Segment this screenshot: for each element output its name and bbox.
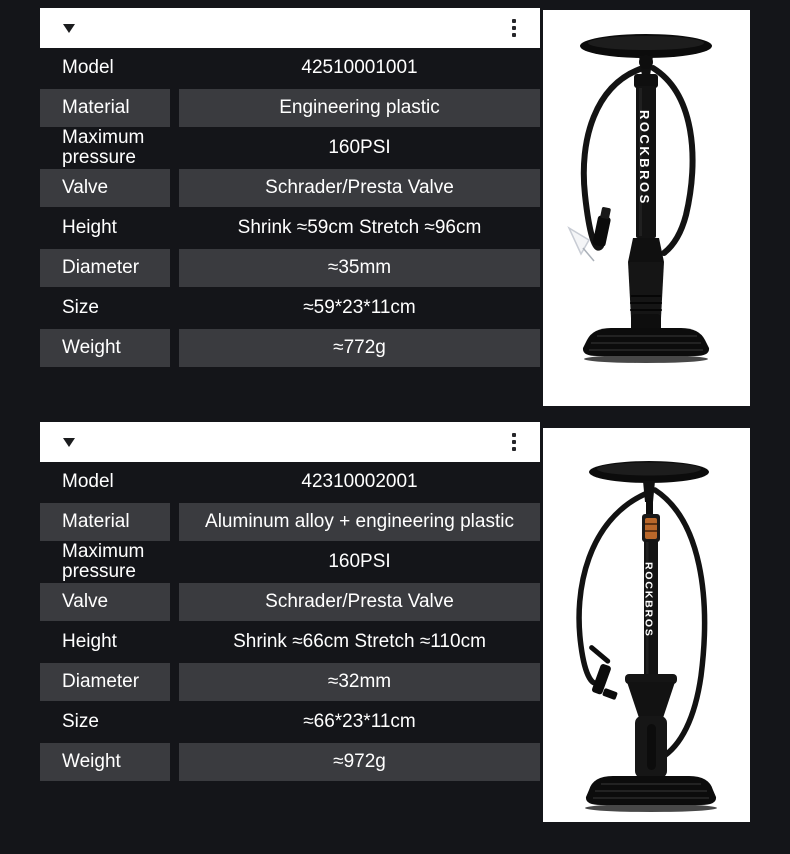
row-value: Schrader/Presta Valve [179, 168, 540, 208]
row-valve [40, 168, 540, 208]
row-label: Size [62, 711, 99, 732]
collapse-arrow-icon[interactable] [63, 24, 75, 33]
pump-base [583, 328, 709, 363]
row-model [40, 462, 540, 502]
more-options-icon[interactable] [512, 433, 516, 451]
row-max-pressure [40, 128, 540, 168]
row-diameter [40, 662, 540, 702]
row-value: ≈32mm [179, 662, 540, 702]
row-material [40, 88, 540, 128]
row-value: Schrader/Presta Valve [179, 582, 540, 622]
spec-header [40, 8, 540, 48]
pump-lower-body [625, 674, 677, 778]
row-label: Height [62, 631, 117, 652]
row-label: Weight [40, 328, 170, 368]
row-label: Valve [40, 168, 170, 208]
pump-lower-body [628, 238, 664, 336]
product-image-panel-1 [543, 10, 750, 406]
row-valve [40, 582, 540, 622]
pump-handle [589, 461, 709, 516]
row-value: Engineering plastic [179, 88, 540, 128]
row-material [40, 502, 540, 542]
row-value: Shrink ≈66cm Stretch ≈110cm [233, 631, 486, 652]
row-label: Diameter [40, 248, 170, 288]
row-label: Material [40, 502, 170, 542]
pump-hose [584, 68, 643, 248]
valve-chuck [588, 644, 618, 700]
brand-text: ROCKBROS [642, 562, 655, 638]
row-label: Material [40, 88, 170, 128]
pump-base [585, 776, 717, 812]
row-value: 42510001001 [301, 57, 418, 78]
row-label: Valve [40, 582, 170, 622]
spec-table [40, 48, 540, 368]
spec-table [40, 462, 540, 782]
brand-text: ROCKBROS [637, 110, 652, 206]
row-value: ≈59*23*11cm [303, 297, 416, 318]
row-label: Maximum pressure [62, 541, 145, 582]
row-value: Shrink ≈59cm Stretch ≈96cm [237, 217, 482, 238]
pump-hose [579, 494, 645, 683]
row-weight [40, 742, 540, 782]
row-value: 160PSI [328, 551, 391, 572]
row-diameter [40, 248, 540, 288]
row-height [40, 622, 540, 662]
floor-pump-illustration-1 [543, 10, 750, 406]
product-image-panel-2 [543, 428, 750, 822]
row-value: 42310002001 [301, 471, 418, 492]
row-label: Size [62, 297, 99, 318]
row-value: ≈35mm [179, 248, 540, 288]
row-weight [40, 328, 540, 368]
spec-header [40, 422, 540, 462]
row-label: Maximum pressure [62, 127, 145, 168]
collapse-arrow-icon[interactable] [63, 438, 75, 447]
valve-chuck [592, 206, 613, 247]
row-label: Diameter [40, 662, 170, 702]
row-label: Model [62, 57, 114, 78]
spec-section-2 [40, 422, 540, 782]
row-label: Height [62, 217, 117, 238]
spec-section-1 [40, 8, 540, 368]
more-options-icon[interactable] [512, 19, 516, 37]
row-model [40, 48, 540, 88]
row-value: Aluminum alloy + engineering plastic [179, 502, 540, 542]
row-value: ≈972g [179, 742, 540, 782]
row-label: Model [62, 471, 114, 492]
row-height [40, 208, 540, 248]
row-value: 160PSI [328, 137, 391, 158]
pump-collar [642, 514, 660, 542]
row-label: Weight [40, 742, 170, 782]
floor-pump-illustration-2 [543, 428, 750, 822]
pump-handle [580, 34, 712, 76]
row-value: ≈66*23*11cm [303, 711, 416, 732]
row-max-pressure [40, 542, 540, 582]
row-size [40, 288, 540, 328]
row-value: ≈772g [179, 328, 540, 368]
row-size [40, 702, 540, 742]
pump-hose [653, 68, 693, 253]
